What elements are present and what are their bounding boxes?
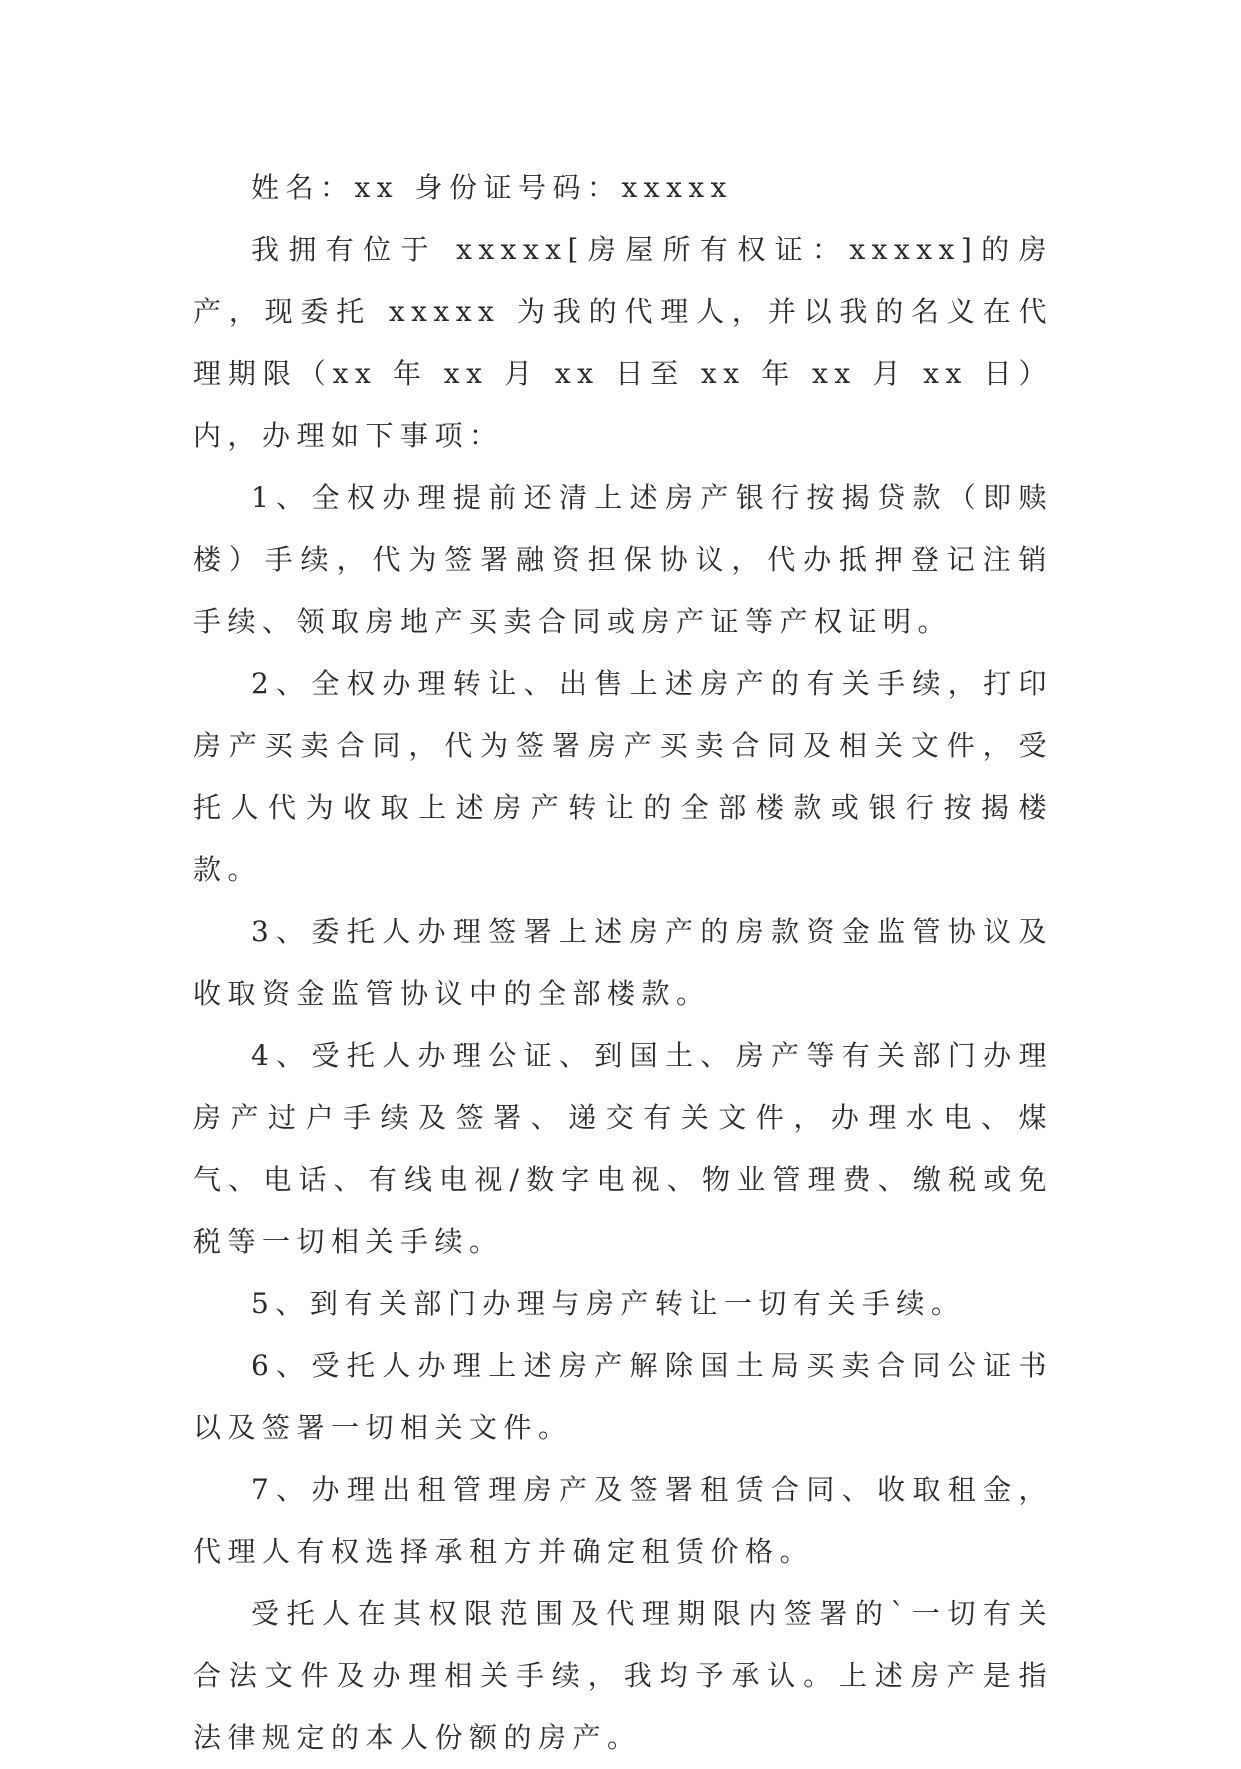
item-2-paragraph: 2、全权办理转让、出售上述房产的有关手续，打印房产买卖合同，代为签署房产买卖合同及相关文件，受托人代为收取上述房产转让的全部楼款或银行按揭楼款。 [193, 667, 1053, 886]
item-3-paragraph: 3、委托人办理签署上述房产的房款资金监管协议及收取资金监管协议中的全部楼款。 [193, 915, 1053, 1010]
item-5-paragraph: 5、到有关部门办理与房产转让一切有关手续。 [251, 1287, 966, 1320]
item-6-paragraph: 6、受托人办理上述房产解除国土局买卖合同公证书以及签署一切相关文件。 [193, 1349, 1053, 1444]
document-body [193, 157, 1053, 1769]
property-statement-paragraph: 我拥有位于 xxxxx[房屋所有权证：xxxxx]的房产，现委托 xxxxx 为我的代理人，并以我的名义在代理期限（xx 年 xx 月 xx 日至 xx 年 xx 月 xx 日）内，办理如下事项： [193, 233, 1053, 452]
item-1-paragraph: 1、全权办理提前还清上述房产银行按揭贷款（即赎楼）手续，代为签署融资担保协议，代办抵押登记注销手续、领取房地产买卖合同或房产证等产权证明。 [193, 481, 1053, 638]
identity-line: 姓名：xx 身份证号码：xxxxx [251, 171, 733, 204]
item-7-paragraph: 7、办理出租管理房产及签署租赁合同、收取租金，代理人有权选择承租方并确定租赁价格。 [193, 1473, 1053, 1568]
item-4-paragraph: 4、受托人办理公证、到国土、房产等有关部门办理房产过户手续及签署、递交有关文件，办理水电、煤气、电话、有线电视/数字电视、物业管理费、缴税或免税等一切相关手续。 [193, 1039, 1053, 1258]
acknowledgement-paragraph: 受托人在其权限范围及代理期限内签署的`一切有关合法文件及办理相关手续，我均予承认。上述房产是指法律规定的本人份额的房产。 [193, 1597, 1053, 1754]
